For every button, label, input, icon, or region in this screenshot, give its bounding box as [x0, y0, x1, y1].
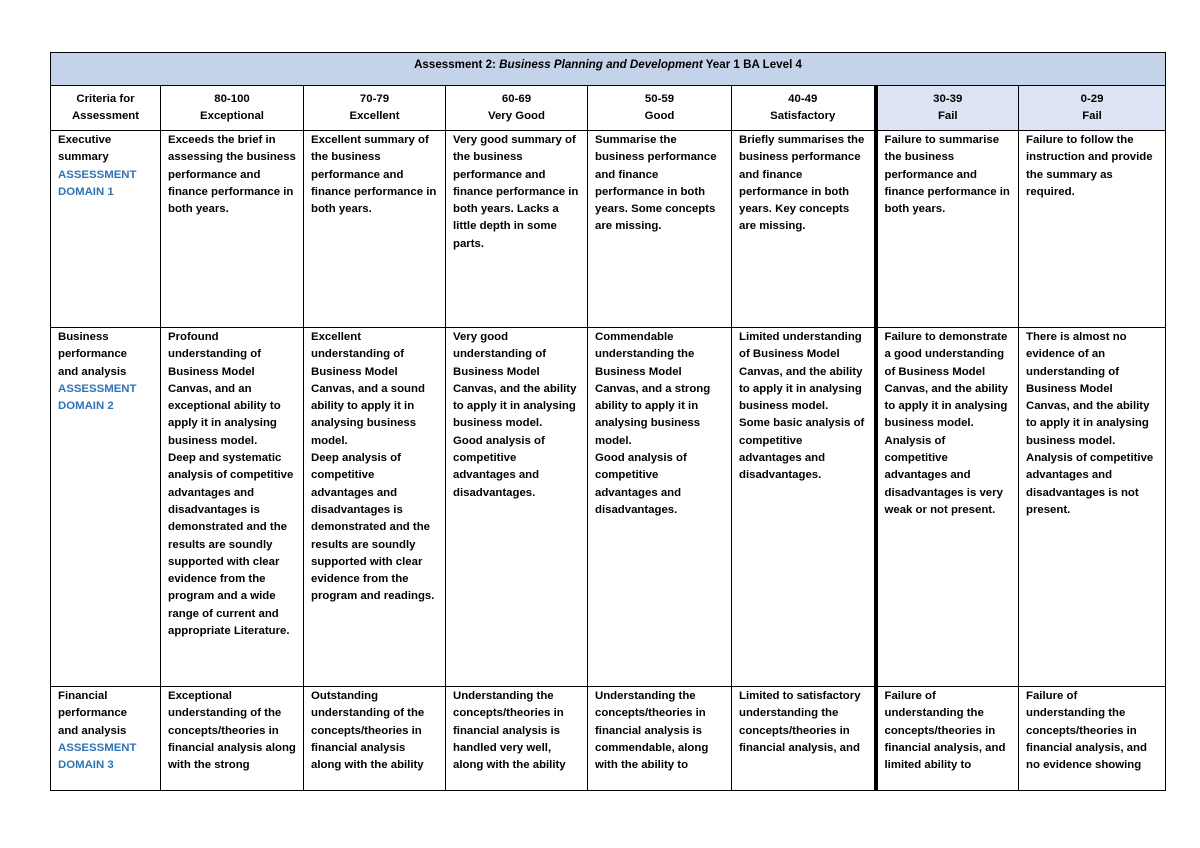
descriptor-cell: Excellent summary of the business performance and finance performance in both years. [304, 131, 446, 328]
band-header-satisfactory [732, 86, 876, 131]
band-range: 40-49 [788, 93, 818, 105]
band-range: 50-59 [644, 93, 675, 105]
descriptor-paragraph: Good analysis of competitive advantages and disadvantages. [453, 434, 545, 499]
band-header-fail-30-39 [876, 86, 1019, 131]
descriptor-cell [876, 328, 1019, 687]
criterion-row-business-performance [51, 328, 1166, 687]
assessment-domain-label: ASSESSMENT [58, 741, 137, 754]
descriptor-cell: Summarise the business performance and finance performance in both years. Some concepts are missing. [588, 131, 732, 328]
descriptor-text: Failure of understanding the concepts/theories in financial analysis, and limited ability to [884, 690, 1006, 772]
band-header-good [588, 86, 732, 131]
band-header-very-good [446, 86, 588, 131]
descriptor-cell: Briefly summarises the business performance and finance performance in both years. Key concepts are missing. [732, 131, 876, 328]
descriptor-cell [304, 687, 446, 791]
criteria-header [51, 86, 161, 131]
band-header-excellent [304, 86, 446, 131]
criterion-row-financial-performance [51, 687, 1166, 791]
criterion-label [51, 328, 161, 687]
criteria-header-line1: Criteria for [76, 93, 135, 105]
criterion-name-line: summary [58, 151, 109, 164]
title-suffix: Year 1 BA Level 4 [702, 58, 802, 71]
band-header-fail-0-29 [1019, 86, 1166, 131]
title-prefix: Assessment 2: [414, 58, 500, 71]
descriptor-text: Failure of understanding the concepts/theories in financial analysis, and no evidence showing [1026, 690, 1147, 772]
band-header-exceptional [161, 86, 304, 131]
criterion-name-line: performance [58, 707, 128, 720]
descriptor-paragraph: Excellent understanding of Business Model Canvas, and a sound ability to apply it in analysing business model. [311, 331, 425, 447]
descriptor-cell [161, 328, 304, 687]
descriptor-text: Understanding the concepts/theories in financial analysis is commendable, along with the ability to [595, 690, 709, 772]
descriptor-paragraph: Analysis of competitive advantages and disadvantages is not present. [1026, 452, 1154, 516]
band-range: 30-39 [933, 93, 963, 105]
criterion-name-line: performance [58, 348, 128, 361]
assessment-domain-label: DOMAIN 2 [58, 400, 114, 413]
descriptor-cell [588, 687, 732, 791]
assessment-domain-label: ASSESSMENT [58, 382, 137, 395]
rubric-title [51, 53, 1166, 86]
descriptor-cell [732, 328, 876, 687]
band-grade: Exceptional [200, 110, 264, 122]
descriptor-cell: Failure to follow the instruction and provide the summary as required. [1019, 131, 1166, 328]
descriptor-cell [304, 328, 446, 687]
descriptor-text: Understanding the concepts/theories in financial analysis is handled very well, along with the ability [453, 690, 566, 772]
descriptor-cell [446, 687, 588, 791]
band-range: 0-29 [1080, 93, 1104, 105]
criterion-label [51, 687, 161, 791]
descriptor-paragraph: Commendable understanding the Business Model Canvas, and a strong ability to apply it in analysing business model. [595, 331, 711, 447]
band-grade: Excellent [349, 110, 400, 122]
band-grade: Satisfactory [770, 110, 836, 122]
descriptor-cell: Exceeds the brief in assessing the business performance and finance performance in both years. [161, 131, 304, 328]
descriptor-paragraph: Failure to demonstrate a good understanding of Business Model Canvas, and the ability to apply it in analysing business model. [884, 331, 1008, 430]
band-grade: Fail [937, 110, 958, 122]
descriptor-cell [876, 687, 1019, 791]
descriptor-paragraph: Deep and systematic analysis of competitive advantages and disadvantages is demonstrated and the results are soundly supported with clear evidence from the program and a wide range of current and appropriate Literature. [168, 452, 294, 638]
descriptor-text: Outstanding understanding of the concepts/theories in financial analysis along with the ability [311, 690, 425, 772]
descriptor-paragraph: Some basic analysis of competitive advantages and disadvantages. [739, 417, 865, 482]
descriptor-paragraph: Deep analysis of competitive advantages and disadvantages is demonstrated and the results are soundly supported with clear evidence from the program and readings. [311, 452, 435, 603]
band-range: 70-79 [359, 93, 390, 105]
assessment-domain-label: DOMAIN 3 [58, 759, 114, 772]
criteria-header-line2: Assessment [71, 110, 140, 122]
criterion-name-line: Executive [58, 134, 112, 146]
criterion-label [51, 131, 161, 328]
grade-band-header-row [51, 86, 1166, 131]
criterion-name-line: Financial [58, 690, 108, 702]
band-grade: Very Good [488, 110, 545, 122]
descriptor-cell [732, 687, 876, 791]
descriptor-cell: Failure to summarise the business performance and finance performance in both years. [876, 131, 1019, 328]
descriptor-paragraph: There is almost no evidence of an understanding of Business Model Canvas, and the ability to apply it in analysing business model. [1026, 331, 1150, 447]
band-range: 80-100 [214, 93, 250, 105]
criterion-name-line: Business [58, 331, 109, 343]
criterion-row-executive-summary [51, 131, 1166, 328]
descriptor-cell [588, 328, 732, 687]
band-range: 60-69 [501, 93, 532, 105]
band-grade: Good [644, 110, 675, 122]
descriptor-paragraph: Limited understanding of Business Model Canvas, and the ability to apply it in analysing business model. [739, 331, 863, 413]
descriptor-cell: Very good summary of the business performance and finance performance in both years. Lacks a little depth in some parts. [446, 131, 588, 328]
criterion-name-line: and analysis [58, 365, 127, 378]
descriptor-paragraph: Very good understanding of Business Model Canvas, and the ability to apply it in analysing business model. [453, 331, 577, 430]
assessment-domain-label: DOMAIN 1 [58, 185, 114, 198]
title-module-name: Business Planning and Development [499, 58, 703, 71]
descriptor-paragraph: Profound understanding of Business Model Canvas, and an exceptional ability to apply it in analysing business model. [168, 331, 281, 447]
rubric-title-row [51, 53, 1166, 86]
descriptor-cell [1019, 687, 1166, 791]
descriptor-cell [446, 328, 588, 687]
descriptor-cell [1019, 328, 1166, 687]
assessment-domain-label: ASSESSMENT [58, 168, 137, 181]
descriptor-text: Exceptional understanding of the concepts/theories in financial analysis along with the strong [168, 690, 296, 772]
assessment-rubric-table [50, 52, 1166, 791]
descriptor-paragraph: Analysis of competitive advantages and disadvantages is very weak or not present. [884, 434, 1003, 516]
band-grade: Fail [1082, 110, 1102, 122]
criterion-name-line: and analysis [58, 724, 127, 737]
descriptor-cell [161, 687, 304, 791]
descriptor-text: Limited to satisfactory understanding the concepts/theories in financial analysis, and [739, 690, 861, 754]
descriptor-paragraph: Good analysis of competitive advantages and disadvantages. [595, 452, 687, 516]
